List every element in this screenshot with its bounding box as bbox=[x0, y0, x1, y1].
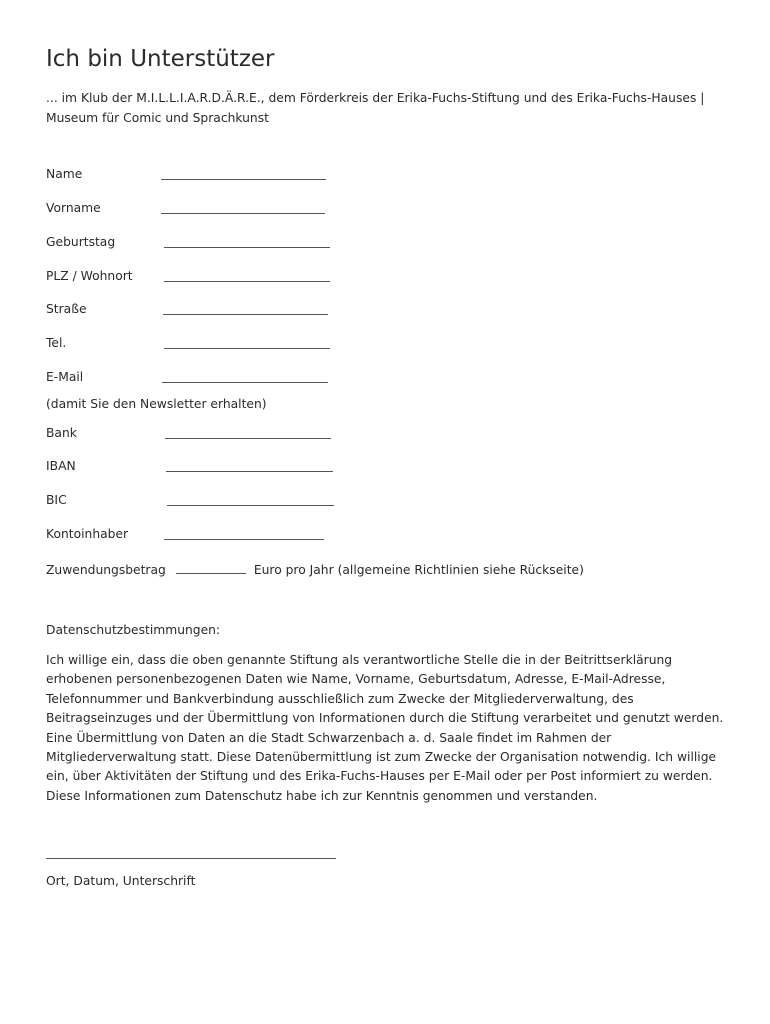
blank-line-tel[interactable] bbox=[164, 336, 330, 349]
newsletter-note: (damit Sie den Newsletter erhalten) bbox=[46, 397, 267, 411]
blank-line-plz[interactable] bbox=[164, 269, 330, 282]
signature-label: Ort, Datum, Unterschrift bbox=[46, 874, 196, 888]
amount-suffix: Euro pro Jahr (allgemeine Richtlinien siehe Rückseite) bbox=[253, 563, 584, 577]
field-label-geburtstag: Geburtstag bbox=[46, 235, 116, 249]
signature-line[interactable] bbox=[46, 846, 336, 859]
blank-line-geburtstag[interactable] bbox=[164, 235, 330, 248]
blank-line-bic[interactable] bbox=[167, 493, 334, 506]
privacy-text: Ich willige ein, dass die oben genannte Stiftung als verantwortliche Stelle die in der Beitrittserklärung erhobenen personenbezogenen Daten wie Name, Vorname, Geburtsdatum, Adresse, E-Mail-Adresse, Telefonnummer und Bankverbindung ausschließlich zum Zwecke der Mitgliederverwaltung, des Beitragseinzuges und der Übermittlung von Informationen durch die Stiftung verarbeitet und genutzt werden. Eine Übermittlung von Daten an die Stadt Schwarzenbach a. d. Saale findet im Rahmen der Mitgliederverwaltung statt. Diese Datenübermittlung ist zum Zwecke der Organisation notwendig. Ich willige ein, über Aktivitäten der Stiftung und des Erika-Fuchs-Hauses per E-Mail oder per Post informiert zu werden. Diese Informationen zum Datenschutz habe ich zur Kenntnis genommen und verstanden. bbox=[46, 653, 724, 803]
privacy-heading: Datenschutzbestimmungen: bbox=[46, 623, 221, 637]
blank-line-name[interactable] bbox=[161, 167, 326, 180]
blank-line-iban[interactable] bbox=[166, 459, 333, 472]
field-label-plz: PLZ / Wohnort bbox=[46, 269, 133, 283]
field-label-email: E-Mail bbox=[46, 370, 84, 384]
blank-line-strasse[interactable] bbox=[163, 302, 328, 315]
blank-line-vorname[interactable] bbox=[161, 201, 325, 214]
blank-line-email[interactable] bbox=[162, 370, 328, 383]
field-row-amount bbox=[46, 561, 584, 577]
field-label-amount: Zuwendungsbetrag bbox=[46, 563, 166, 577]
field-label-tel: Tel. bbox=[46, 336, 67, 350]
page-subtitle: ... im Klub der M.I.L.L.I.A.R.D.Ä.R.E., dem Förderkreis der Erika-Fuchs-Stiftung und des Erika-Fuchs-Hauses | Museum für Comic und Sprachkunst bbox=[46, 91, 705, 125]
blank-line-kontoinhaber[interactable] bbox=[164, 527, 324, 540]
field-label-bank: Bank bbox=[46, 426, 77, 440]
field-label-bic: BIC bbox=[46, 493, 67, 507]
page-title: Ich bin Unterstützer bbox=[46, 46, 275, 72]
field-label-vorname: Vorname bbox=[46, 201, 101, 215]
blank-line-amount[interactable] bbox=[176, 561, 246, 574]
field-label-strasse: Straße bbox=[46, 302, 87, 316]
blank-line-bank[interactable] bbox=[165, 426, 331, 439]
field-label-iban: IBAN bbox=[46, 459, 76, 473]
field-label-kontoinhaber: Kontoinhaber bbox=[46, 527, 129, 541]
field-label-name: Name bbox=[46, 167, 83, 181]
